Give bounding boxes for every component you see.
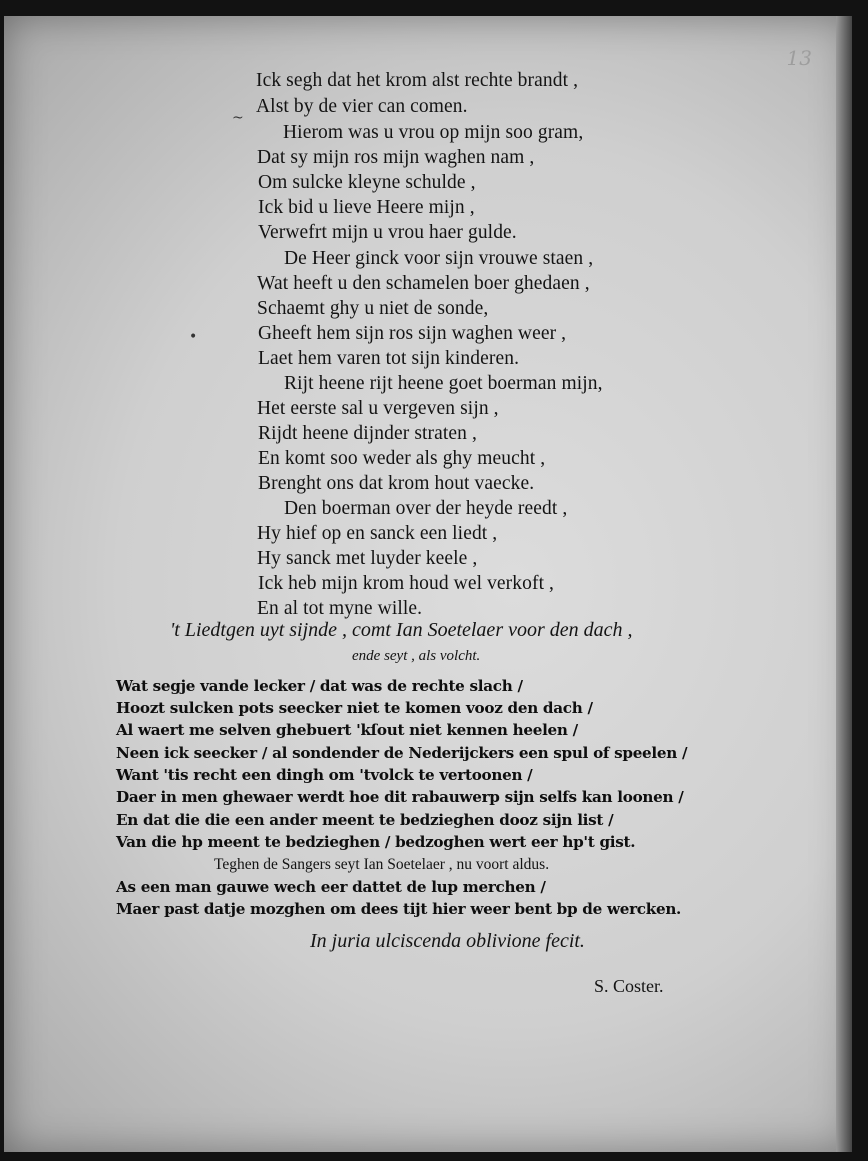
poem-line: Schaemt ghy u niet de sonde, [257,298,489,319]
poem-line: Het eerste sal u vergeven sijn , [257,398,499,419]
poem-line: Rijt heene rijt heene goet boerman mijn, [284,373,603,394]
poem-line: Rijdt heene dijnder straten , [258,423,477,444]
blackletter-line: Hoozt sulcken pots seecker niet te komen vooz den dach / [116,699,593,717]
blackletter-line: Neen ick seecker / al sondender de Nederijckers een spul of speelen / [116,744,688,762]
book-page [4,16,852,1152]
poem-line: Hy sanck met luyder keele , [257,548,478,569]
poem-line: Wat heeft u den schamelen boer ghedaen , [257,273,590,294]
caption-line-2: ende seyt , als volcht. [352,648,481,664]
blackletter-line: Wat segje vande lecker / dat was de rechte slach / [116,677,523,695]
folio-number: 13 [786,46,812,70]
poem-line: En al tot myne wille. [257,598,423,619]
blackletter-line: Daer in men ghewaer werdt hoe dit rabauwerp sijn selfs kan loonen / [116,788,684,806]
poem-line: Gheeft hem sijn ros sijn waghen weer , [258,323,567,344]
page-edge [836,16,852,1152]
author-signature: S. Coster. [594,976,664,996]
blackletter-line: Al waert me selven ghebuert 'kſout niet kennen heelen / [116,721,578,739]
sangers-line: Teghen de Sangers seyt Ian Soetelaer , nu voort aldus. [214,856,550,873]
poem-line: Ick heb mijn krom houd wel verkoft , [258,573,555,594]
poem-line: Dat sy mijn ros mijn waghen nam , [257,147,535,168]
blackletter-line: Want 'tis recht een dingh om 'tvolck te vertoonen / [116,766,533,784]
poem-line: Den boerman over der heyde reedt , [284,498,568,519]
margin-mark: ~ [232,110,244,126]
poem-line: Om sulcke kleyne schulde , [258,172,476,193]
motto: In juria ulciscenda oblivione fecit. [310,930,585,952]
margin-dot: • [189,329,198,345]
poem-line: Alst by de vier can comen. [256,96,468,117]
blackletter-line: Van die hp meent te bedzieghen / bedzoghen wert eer hp't gist. [116,833,636,851]
caption-line-1: 't Liedtgen uyt sijnde , comt Ian Soetelaer voor den dach , [170,619,633,641]
poem-line: Laet hem varen tot sijn kinderen. [258,348,520,369]
poem-line: Ick segh dat het krom alst rechte brandt , [256,70,579,91]
poem-line: En komt soo weder als ghy meucht , [258,448,546,469]
blackletter-line: As een man gauwe wech eer dattet de lup merchen / [116,878,546,896]
poem-line: Brenght ons dat krom hout vaecke. [258,473,535,494]
poem-line: Ick bid u lieve Heere mijn , [258,197,475,218]
poem-line: Hy hief op en sanck een liedt , [257,523,498,544]
poem-line: De Heer ginck voor sijn vrouwe staen , [284,248,594,269]
poem-line: Hierom was u vrou op mijn soo gram, [283,122,584,143]
blackletter-line: Maer past datje mozghen om dees tijt hier weer bent bp de wercken. [116,900,682,918]
blackletter-line: En dat die die een ander meent te bedzieghen dooz sijn list / [116,811,614,829]
poem-line: Verwefrt mijn u vrou haer gulde. [258,222,517,243]
